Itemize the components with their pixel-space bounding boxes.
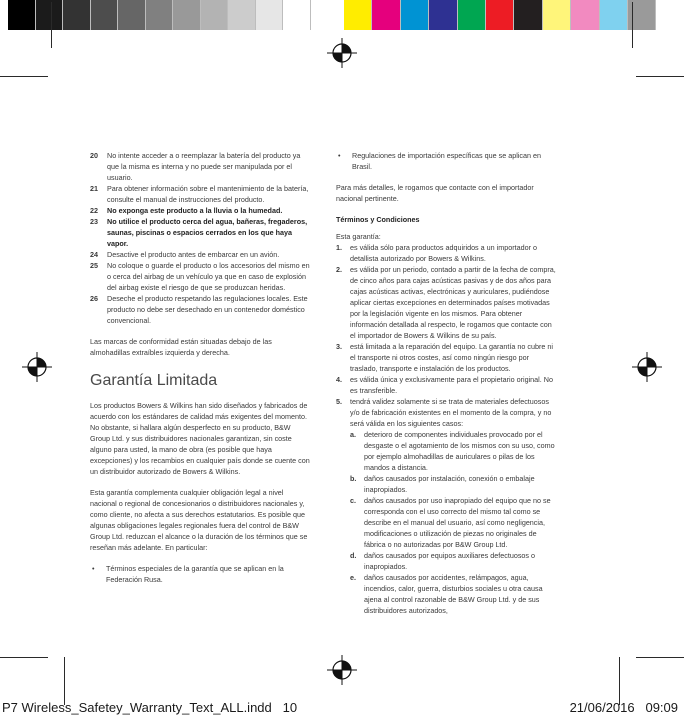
list-item: 21 Para obtener información sobre el mantenimiento de la batería, consulte el manual de instrucciones del producto. (90, 184, 309, 204)
file-slug: P7 Wireless_Safetey_Warranty_Text_ALL.indd 10 (2, 700, 298, 715)
list-item: 26 Deseche el producto respetando las regulaciones locales. Este producto no debe ser desechado en un contenedor doméstico convencional. (90, 294, 308, 325)
gray-swatch (228, 0, 256, 30)
list-item: 1. es válida sólo para productos adquiridos a un importador o detallista autorizado por Bowers & Wilkins. (336, 243, 537, 263)
color-swatch (401, 0, 429, 30)
list-item: 23 No utilice el producto cerca del agua, bañeras, fregaderos, saunas, piscinas o espacios cerrados en los que haya vapor. (90, 217, 308, 248)
exclusions-list (336, 429, 558, 616)
gray-swatch (256, 0, 284, 30)
gray-swatch (8, 0, 36, 30)
list-item: 5. tendrá validez solamente si se trata de materiales defectuosos y/o de fabricación existentes en el momento de la compra, y no será válida en los siguientes casos: (336, 397, 552, 428)
list-item: 20 No intente acceder a o reemplazar la batería del producto ya que la misma es interna y no puede ser manipulada por el usuario. (90, 151, 301, 182)
bullet-item: • Regulaciones de importación específicas que se aplican en Brasil. (338, 151, 541, 171)
sub-list-item: a. deterioro de componentes individuales provocado por el desgaste o el agotamiento de los mismos con su uso, como por ejemplo almohadillas de auriculares o pilas de los mandos a distancia. (350, 430, 555, 472)
color-swatch (372, 0, 400, 30)
color-swatch (571, 0, 599, 30)
crop-mark (632, 2, 633, 48)
terms-heading: Términos y Condiciones (336, 215, 420, 224)
color-swatch (458, 0, 486, 30)
safety-list (90, 150, 310, 326)
gray-swatch (63, 0, 91, 30)
list-item: 3. está limitada a la reparación del equipo. La garantía no cubre ni el transporte ni otros costes, así como ningún riesgo por traslado, transporte e instalación de los productos. (336, 342, 553, 373)
warranty-paragraph: Los productos Bowers & Wilkins han sido diseñados y fabricados de acuerdo con los estándares de calidad más exigentes del momento. No obstante, si hallara algún desperfecto en su producto, B&W Group Ltd. y sus distribuidores nacionales garantizan, sin coste alguno para usted, la mano de obra (es posible que haya excepciones) y los recambios en cualquier país donde se cuente con un distribuidor autorizado de Bowers & Wilkins. (90, 401, 310, 476)
color-swatch (543, 0, 571, 30)
list-item: 22 No exponga este producto a la lluvia o la humedad. (90, 206, 283, 215)
color-swatch (344, 0, 372, 30)
color-swatch (600, 0, 628, 30)
registration-mark-icon (327, 38, 357, 68)
right-column (336, 150, 558, 616)
crop-mark (0, 76, 48, 77)
gray-swatch (201, 0, 229, 30)
warranty-paragraph: Esta garantía complementa cualquier obligación legal a nivel nacional o regional de concesionarios o distribuidores nacionales y, como cliente, no afecta a sus derechos estatutarios. Es posible que algunas obligaciones legales regionales fuera del control de B&W Group Ltd. reduzcan el alcance o la duración de los términos que se reseñan más adelante. En particular: (90, 488, 308, 552)
color-swatch (486, 0, 514, 30)
crop-mark (636, 76, 684, 77)
date-slug: 21/06/2016 09:09 (569, 700, 678, 715)
gray-swatch (118, 0, 146, 30)
list-item: 4. es válida única y exclusivamente para el propietario original. No es transferible. (336, 375, 553, 395)
gray-swatch (283, 0, 311, 30)
left-column (90, 150, 310, 585)
list-item: 24 Desactive el producto antes de embarcar en un avión. (90, 250, 280, 259)
color-swatch (514, 0, 542, 30)
crop-mark (64, 657, 65, 705)
registration-mark-icon (22, 352, 52, 382)
crop-mark (51, 2, 52, 48)
gray-swatch (173, 0, 201, 30)
registration-mark-icon (327, 655, 357, 685)
sub-list-item: b. daños causados por instalación, conexión o embalaje inapropiados. (350, 474, 535, 494)
gray-swatch (91, 0, 119, 30)
gray-swatch (146, 0, 174, 30)
sub-list-item: c. daños causados por uso inapropiado del equipo que no se corresponda con el uso correcto del mismo tal como se describe en el manual del usuario, así como negligencia, modificaciones o utilización de piezas no originales de fábrica o no autorizadas por B&W Group Ltd. (350, 496, 551, 549)
terms-list (336, 242, 558, 429)
details-paragraph: Para más detalles, le rogamos que contacte con el importador nacional pertinente. (336, 183, 534, 203)
crop-mark (0, 657, 48, 658)
list-item: 2. es válida por un periodo, contado a partir de la fecha de compra, de cinco años para cajas acústicas pasivas y de dos años para cajas acústicas activas, electrónicas y auriculares, pudiéndose aplicar ciertas excepciones en determinados países motivadas por la legislación vigente en los mismos. Para obtener información detallada al respecto, le rogamos que contacte con el importador de Bowers & Wilkins de su país. (336, 265, 556, 340)
registration-mark-icon (632, 352, 662, 382)
gray-swatch (36, 0, 64, 30)
crop-mark (636, 657, 684, 658)
bullet-item: • Términos especiales de la garantía que se aplican en la Federación Rusa. (92, 564, 284, 584)
sub-list-item: e. daños causados por accidentes, relámpagos, agua, incendios, calor, guerra, disturbios sociales u otra causa ajena al control razonable de B&W Group Ltd. y de sus distribuidores autorizados, (350, 573, 543, 615)
list-item: 25 No coloque o guarde el producto o los accesorios del mismo en o cerca del airbag de un vehículo ya que en caso de explosión del airbag existe el riesgo de que se produzcan heridas. (90, 261, 310, 292)
crop-mark (619, 657, 620, 705)
terms-intro: Esta garantía: (336, 232, 381, 241)
sub-list-item: d. daños causados por equipos auxiliares defectuosos o inapropiados. (350, 551, 536, 571)
section-heading: Garantía Limitada (90, 372, 218, 389)
color-swatch (429, 0, 457, 30)
conformity-note: Las marcas de conformidad están situadas debajo de las almohadillas extraíbles izquierda y derecha. (90, 337, 272, 357)
